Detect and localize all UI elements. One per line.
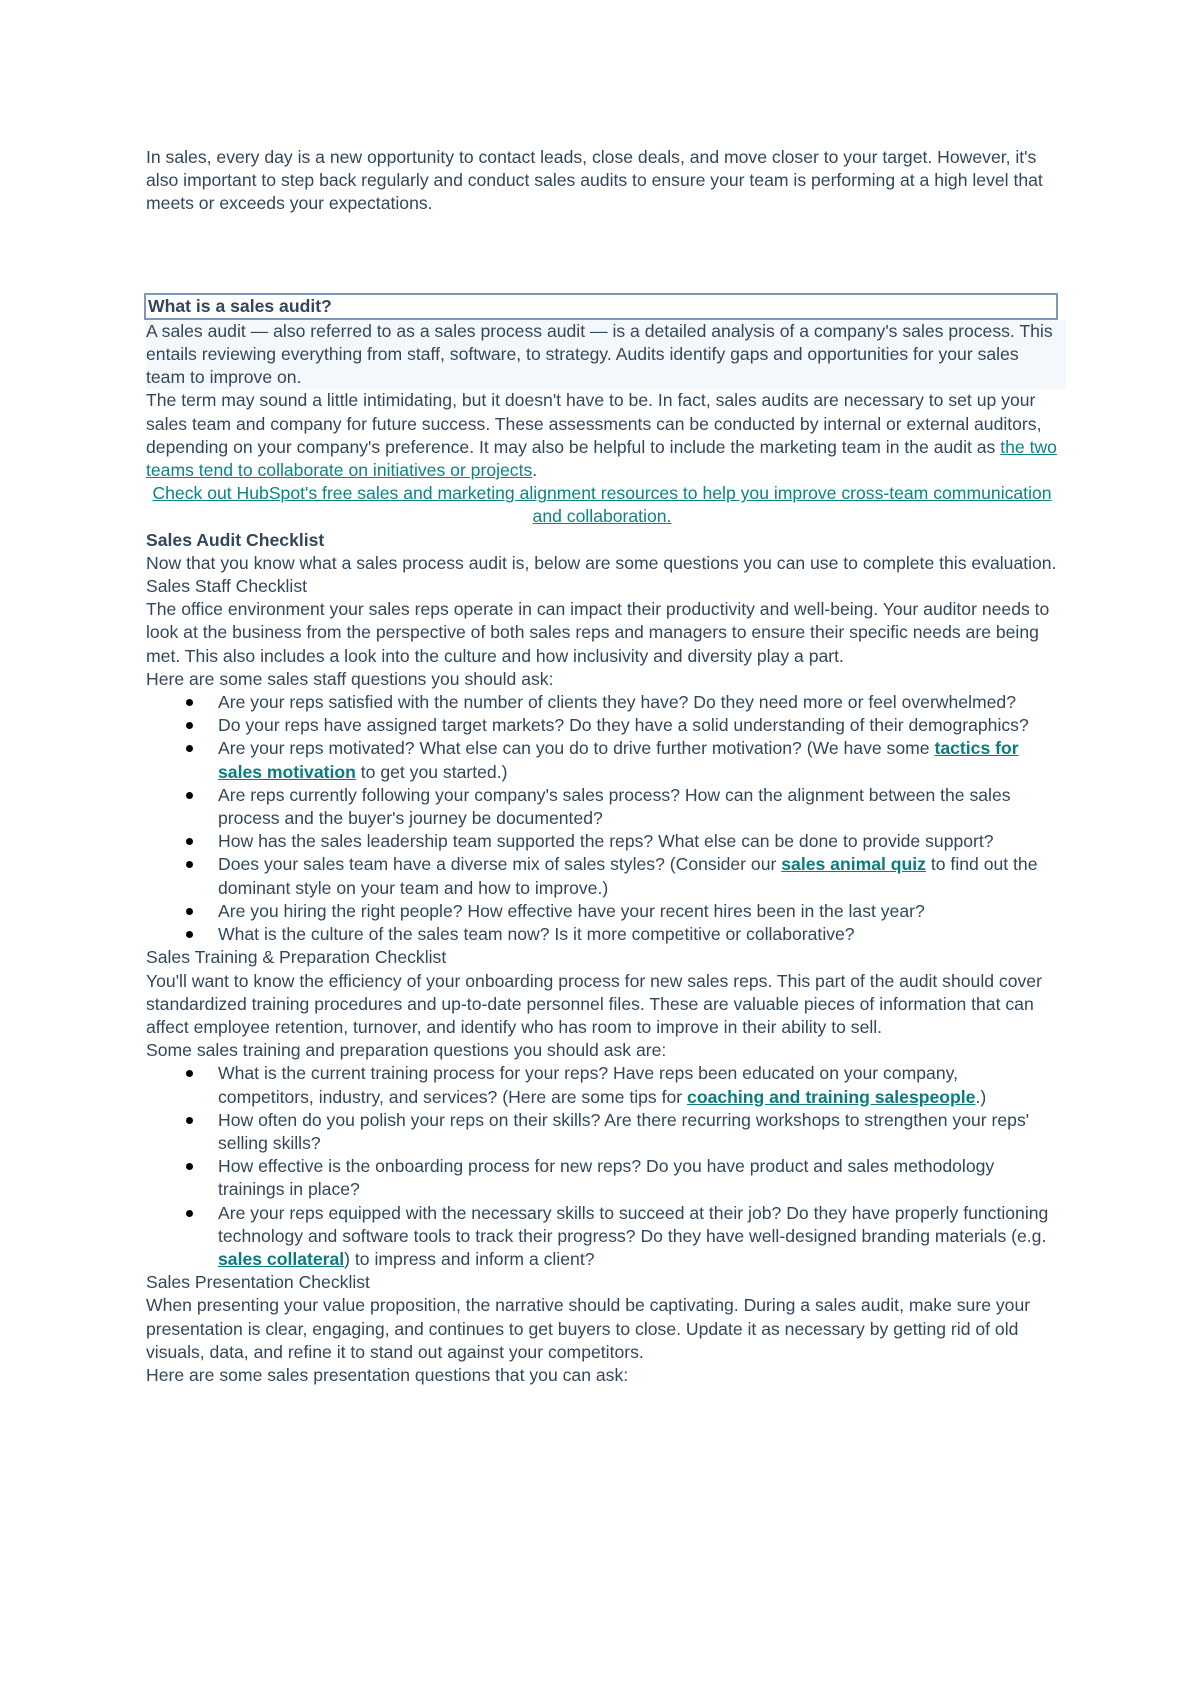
staff-paragraph: The office environment your sales reps operate in can impact their productivity and well-being. Your auditor needs to look at the business from the perspective of both sales reps and managers to ensure their specific needs are being met. This also includes a look into the culture and how inclusivity and diversity play a part. [146,599,1050,666]
list-item [218,737,1058,783]
checklist-intro: Now that you know what a sales process audit is, below are some questions you can use to complete this evaluation. [146,552,1057,573]
presentation-heading: Sales Presentation Checklist [146,1272,370,1293]
sales-collateral-link[interactable]: sales collateral [218,1248,345,1269]
intro-paragraph: In sales, every day is a new opportunity to contact leads, close deals, and move closer to your target. However, it's also important to step back regularly and conduct sales audits to ensure your team is performing at a high level that meets or exceeds your expectations. [146,147,1043,214]
coaching-training-link[interactable]: coaching and training salespeople [687,1086,976,1107]
list-item-text: .) [975,1086,987,1107]
sales-animal-quiz-link[interactable]: sales animal quiz [781,854,926,875]
staff-question-list [146,691,1058,946]
list-item-text: ) to impress and inform a client? [344,1248,595,1269]
list-item-text: Are your reps motivated? What else can you do to drive further motivation? (We have some [218,738,935,759]
list-item: How often do you polish your reps on their skills? Are there recurring workshops to strengthen your reps' selling skills? [218,1109,1058,1155]
list-item-text: to find out the dominant style on your team and how to improve.) [218,854,1038,898]
list-item-text: Are your reps equipped with the necessary skills to succeed at their job? Do they have properly functioning technology and software tools to track their progress? Do they have well-designed branding materials (e.g. [218,1202,1049,1246]
list-item: Are you hiring the right people? How effective have your recent hires been in the last year? [218,900,1058,923]
staff-heading: Sales Staff Checklist [146,576,308,597]
presentation-paragraph: When presenting your value proposition, the narrative should be captivating. During a sales audit, make sure your presentation is clear, engaging, and continues to get buyers to close. Update it as necessary by getting rid of old visuals, data, and refine it to stand out against your competitors. [146,1295,1031,1362]
collaborate-link[interactable]: the two teams tend to collaborate on initiatives or projects [146,436,1057,481]
list-item-text: Does your sales team have a diverse mix of sales styles? (Consider our [218,854,782,875]
list-item [218,1202,1058,1272]
sales-motivation-link[interactable]: tactics for sales motivation [218,738,1019,782]
list-item: How has the sales leadership team supported the reps? What else can be done to provide support? [218,830,1058,853]
training-paragraph: You'll want to know the efficiency of your onboarding process for new sales reps. This part of the audit should cover standardized training procedures and up-to-date personnel files. These are valuable pieces of information that can affect employee retention, turnover, and identify who has room to improve in their ability to sell. [146,970,1042,1037]
training-heading: Sales Training & Preparation Checklist [146,947,447,968]
list-item-text: What is the current training process for your reps? Have reps been educated on your company, competitors, industry, and services? (Here are some tips for [218,1063,958,1107]
document-body [146,146,1058,1387]
intimidating-paragraph [146,389,1058,482]
presentation-lead: Here are some sales presentation questions that you can ask: [146,1364,629,1385]
training-question-list [146,1062,1058,1271]
list-item: What is the culture of the sales team now? Is it more competitive or collaborative? [218,923,1058,946]
intimidating-text: The term may sound a little intimidating, but it doesn't have to be. In fact, sales audits are necessary to set up your sales team and company for future success. These assessments can be conducted by internal or external auditors, depending on your company's preference. It may also be helpful to include the marketing team in the audit as [146,390,1042,457]
checklist-heading: Sales Audit Checklist [146,529,325,550]
what-is-heading: What is a sales audit? [144,293,1058,320]
list-item: Are your reps satisfied with the number of clients they have? Do they need more or feel overwhelmed? [218,691,1058,714]
training-lead: Some sales training and preparation questions you should ask are: [146,1040,667,1061]
list-item: How effective is the onboarding process for new reps? Do you have product and sales methodology trainings in place? [218,1155,1058,1201]
list-item [218,853,1058,899]
resources-paragraph [146,482,1058,528]
list-item-text: to get you started.) [355,761,508,782]
alignment-resources-link[interactable]: Check out HubSpot's free sales and marketing alignment resources to help you improve cross-team communication and collaboration. [152,483,1052,527]
list-item: Do your reps have assigned target markets? Do they have a solid understanding of their demographics? [218,714,1058,737]
period-text: . [532,460,538,481]
list-item: Are reps currently following your company's sales process? How can the alignment between the sales process and the buyer's journey be documented? [218,784,1058,830]
list-item [218,1062,1058,1108]
definition-paragraph: A sales audit — also referred to as a sales process audit — is a detailed analysis of a company's sales process. This entails reviewing everything from staff, software, to strategy. Audits identify gaps and opportunities for your sales team to improve on. [146,320,1066,390]
staff-lead: Here are some sales staff questions you should ask: [146,668,554,689]
